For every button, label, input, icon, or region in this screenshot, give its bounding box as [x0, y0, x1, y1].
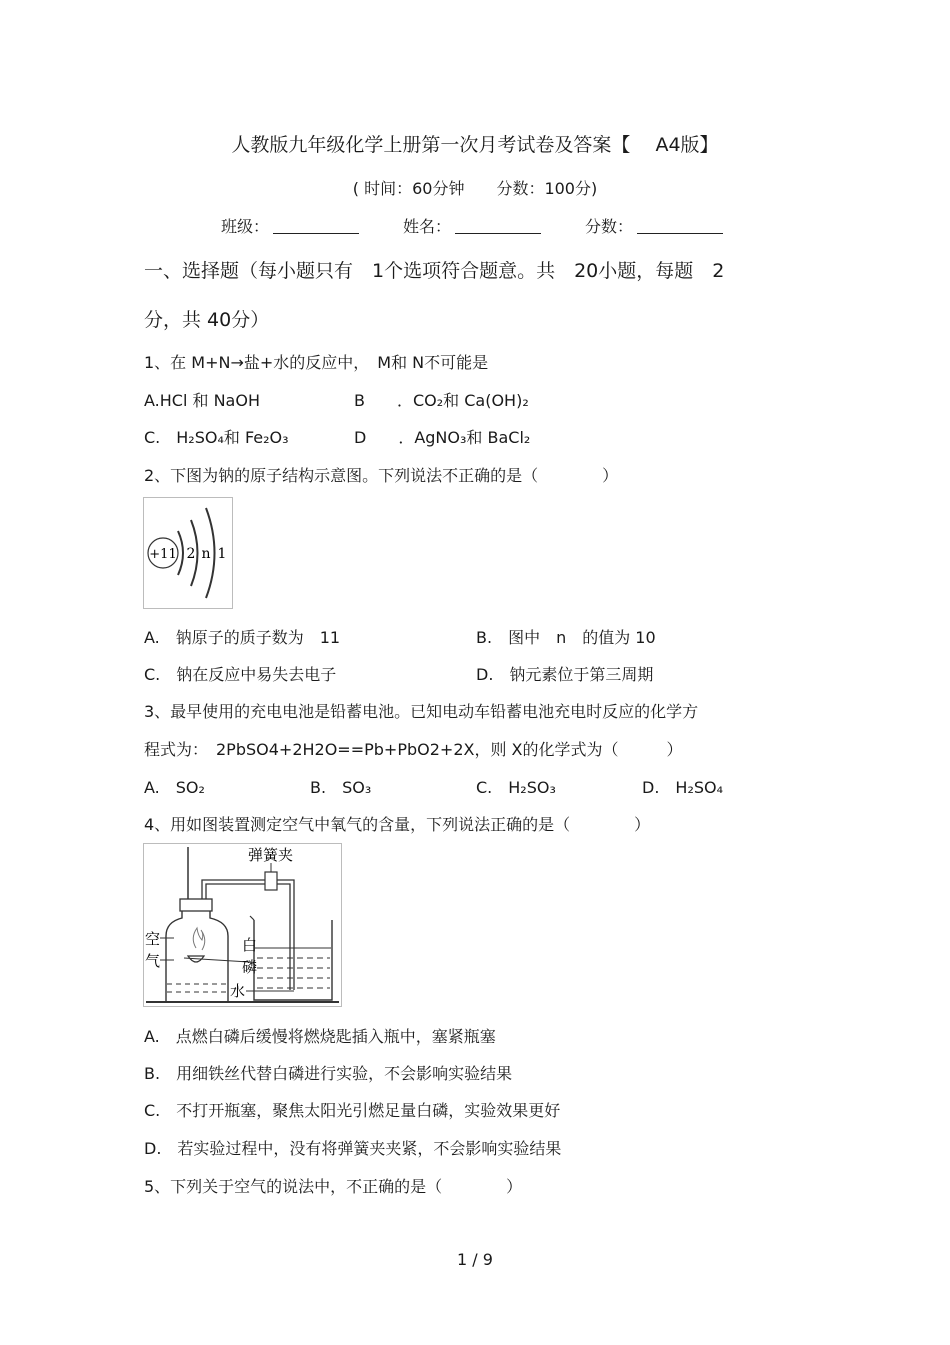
- q2-option-a: A. 钠原子的质子数为 11: [144, 628, 341, 647]
- name-field: [403, 214, 541, 237]
- name-label: 姓名：: [403, 217, 452, 236]
- name-blank: [455, 217, 541, 234]
- q1-stem: 1、在 M+N→盐+水的反应中， M和 N不可能是: [144, 353, 489, 372]
- q3-option-b: B. SO₃: [310, 778, 372, 797]
- nucleus-charge: +11: [149, 547, 177, 562]
- q4-option-a: A. 点燃白磷后缓慢将燃烧匙插入瓶中，塞紧瓶塞: [144, 1027, 496, 1046]
- q1-option-b: B ．CO₂和 Ca(OH)₂: [354, 391, 529, 410]
- q3-option-a: A. SO₂: [144, 778, 205, 797]
- shell-2-electrons: n: [201, 546, 211, 562]
- class-label: 班级：: [221, 217, 270, 236]
- page-number: 1 / 9: [457, 1250, 493, 1269]
- q4-option-d: D. 若实验过程中，没有将弹簧夹夹紧，不会影响实验结果: [144, 1139, 562, 1158]
- atom-structure-svg: [144, 498, 232, 608]
- water-label: 水: [230, 982, 246, 1000]
- air-label-1: 空: [145, 930, 161, 948]
- oxygen-apparatus-diagram: [143, 843, 342, 1007]
- q1-option-c: C. H₂SO₄和 Fe₂O₃: [144, 428, 289, 447]
- q3-option-c: C. H₂SO₃: [476, 778, 556, 797]
- shell-3-electrons: 1: [217, 546, 227, 562]
- q4-option-b: B. 用细铁丝代替白磷进行实验，不会影响实验结果: [144, 1064, 513, 1083]
- phosphorus-label-2: 磷: [242, 958, 258, 976]
- sodium-atom-diagram: [143, 497, 233, 609]
- phosphorus-label-1: 白: [242, 936, 258, 954]
- q2-option-c: C. 钠在反应中易失去电子: [144, 665, 337, 684]
- page-title: 人教版九年级化学上册第一次月考试卷及答案【 A4版】: [231, 134, 719, 156]
- q2-option-b: B. 图中 n 的值为 10: [476, 628, 656, 647]
- q3-stem-line1: 3、最早使用的充电电池是铅蓄电池。已知电动车铅蓄电池充电时反应的化学方: [144, 702, 699, 721]
- air-label-2: 气: [145, 952, 161, 970]
- score-blank: [637, 217, 723, 234]
- shell-1-electrons: 2: [186, 546, 196, 562]
- apparatus-svg: [144, 844, 341, 1006]
- class-blank: [273, 217, 359, 234]
- section-heading-line2: 分，共 40分）: [144, 309, 270, 331]
- exam-info: ( 时间：60分钟 分数：100分): [352, 179, 598, 198]
- q3-stem-line2: 程式为： 2PbSO4+2H2O==Pb+PbO2+2X，则 X的化学式为（ ）: [144, 740, 683, 759]
- q1-option-a: A.HCl 和 NaOH: [144, 391, 260, 410]
- q5-stem: 5、下列关于空气的说法中，不正确的是（ ）: [144, 1177, 523, 1196]
- q2-option-d: D. 钠元素位于第三周期: [476, 665, 654, 684]
- score-field: [585, 214, 723, 237]
- spring-clip-label: 弹簧夹: [248, 846, 294, 864]
- section-heading-line1: 一、选择题（每小题只有 1个选项符合题意。共 20小题，每题 2: [144, 260, 725, 282]
- q1-option-d: D ．AgNO₃和 BaCl₂: [354, 428, 531, 447]
- q4-option-c: C. 不打开瓶塞，聚焦太阳光引燃足量白磷，实验效果更好: [144, 1101, 561, 1120]
- q2-stem: 2、下图为钠的原子结构示意图。下列说法不正确的是（ ）: [144, 466, 619, 485]
- score-label: 分数：: [585, 217, 634, 236]
- class-field: [221, 214, 359, 237]
- q3-option-d: D. H₂SO₄: [642, 778, 724, 797]
- q4-stem: 4、用如图装置测定空气中氧气的含量，下列说法正确的是（ ）: [144, 815, 651, 834]
